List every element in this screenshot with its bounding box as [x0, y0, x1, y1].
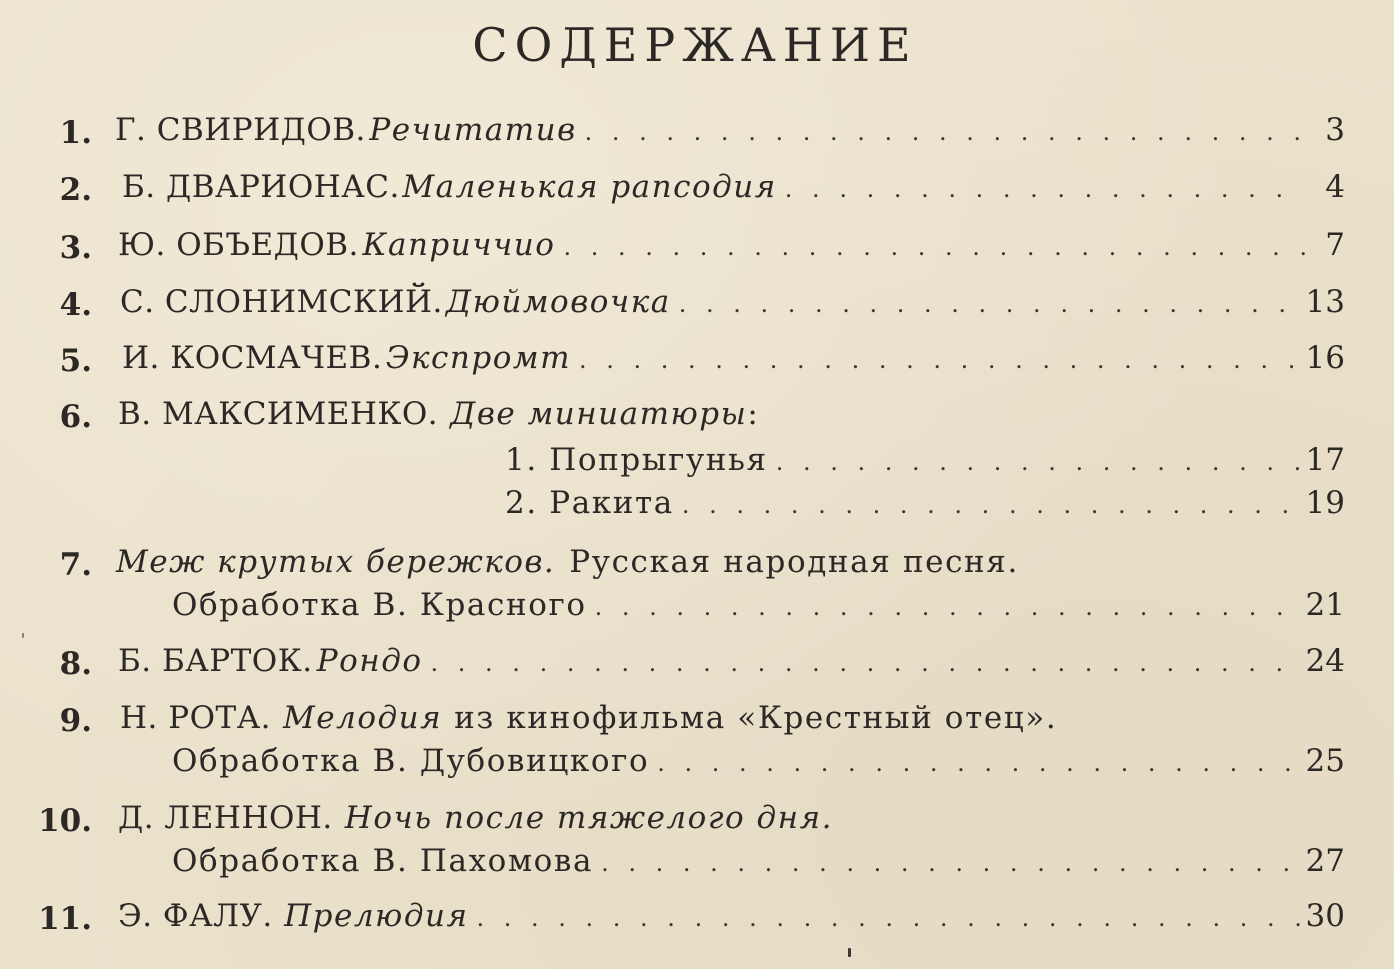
work-title: Маленькая рапсодия	[402, 169, 777, 205]
entry-number: 2.	[59, 172, 92, 208]
entry-number: 3.	[59, 230, 92, 266]
dot-leader	[555, 233, 1305, 261]
entry-line	[122, 340, 1345, 376]
entry-line	[118, 227, 1345, 263]
dot-leader	[571, 346, 1305, 374]
part-title: 2. Ракита	[505, 485, 674, 521]
entry-line	[118, 643, 1345, 679]
entry-number: 11.	[38, 901, 92, 937]
dot-leader	[674, 491, 1305, 519]
page-number: 30	[1305, 898, 1345, 934]
composer-name: Г. СВИРИДОВ.	[115, 112, 366, 148]
entry-line	[118, 898, 1345, 934]
entry-number: 10.	[38, 803, 92, 839]
page-number: 3	[1325, 112, 1345, 148]
composer-name: В. МАКСИМЕНКО.	[118, 396, 439, 432]
composer-name: Б. ДВАРИОНАС.	[122, 169, 400, 205]
entry-number: 6.	[59, 399, 92, 435]
page-number: 25	[1305, 743, 1345, 779]
dot-leader	[649, 749, 1305, 777]
composer-name: Э. ФАЛУ.	[118, 898, 273, 934]
arrangement-credit: Обработка В. Дубовицкого	[172, 743, 650, 779]
print-speck	[22, 633, 24, 638]
work-title: Речитатив	[369, 112, 577, 148]
work-title: Экспромт	[385, 340, 571, 376]
entry-line	[122, 169, 1345, 205]
work-title: Ночь после тяжелого дня.	[344, 800, 833, 836]
dot-leader	[593, 849, 1305, 877]
dot-leader	[768, 448, 1305, 476]
page-number: 4	[1325, 169, 1345, 205]
composer-name: С. СЛОНИМСКИЙ.	[120, 284, 443, 320]
entry-number: 7.	[59, 547, 92, 583]
work-title: Дюймовочка	[445, 284, 671, 320]
entry-part-line	[505, 442, 1345, 478]
composer-name: Н. РОТА.	[120, 700, 272, 736]
work-description: из кинофильма «Крестный отец».	[454, 700, 1058, 736]
work-title: Прелюдия	[284, 898, 469, 934]
composer-name: Д. ЛЕННОН.	[118, 800, 333, 836]
page-number: 24	[1305, 643, 1345, 679]
work-title: Рондо	[316, 643, 423, 679]
dot-leader	[777, 175, 1305, 203]
page-number: 21	[1305, 587, 1345, 623]
arrangement-credit: Обработка В. Красного	[172, 587, 587, 623]
page-number: 7	[1325, 227, 1345, 263]
entry-arrangement-line	[172, 743, 1345, 779]
page-number: 13	[1305, 284, 1345, 320]
entry-number: 5.	[59, 343, 92, 379]
work-title: Две миниатюры	[450, 396, 748, 432]
page-number: 19	[1305, 485, 1345, 521]
entry-arrangement-line	[172, 843, 1345, 879]
entry-number: 8.	[59, 646, 92, 682]
entry-arrangement-line	[172, 587, 1345, 623]
work-title: Каприччио	[362, 227, 556, 263]
entry-line	[120, 700, 1057, 736]
arrangement-credit: Обработка В. Пахомова	[172, 843, 594, 879]
entry-line	[118, 396, 758, 432]
work-title: Мелодия	[283, 700, 443, 736]
composer-name: Б. БАРТОК.	[118, 643, 313, 679]
dot-leader	[671, 290, 1305, 318]
page-number: 16	[1305, 340, 1345, 376]
dot-leader	[577, 118, 1305, 146]
entry-line	[116, 544, 1019, 580]
entry-part-line	[505, 485, 1345, 521]
print-speck	[848, 948, 851, 957]
entry-number: 4.	[59, 287, 92, 323]
entry-number: 9.	[59, 703, 92, 739]
work-suffix: :	[747, 396, 758, 432]
entry-line	[115, 112, 1345, 148]
work-description: Русская народная песня.	[569, 544, 1019, 580]
work-title: Меж крутых бережков.	[116, 544, 556, 580]
page-number: 17	[1305, 442, 1345, 478]
composer-name: И. КОСМАЧЕВ.	[122, 340, 383, 376]
composer-name: Ю. ОБЪЕДОВ.	[118, 227, 359, 263]
dot-leader	[469, 904, 1306, 932]
dot-leader	[587, 593, 1305, 621]
part-title: 1. Попрыгунья	[505, 442, 768, 478]
entry-line	[120, 284, 1345, 320]
entry-line	[118, 800, 833, 836]
page-number: 27	[1305, 843, 1345, 879]
dot-leader	[423, 649, 1305, 677]
page-title: СОДЕРЖАНИЕ	[472, 18, 918, 72]
entry-number: 1.	[59, 115, 92, 151]
